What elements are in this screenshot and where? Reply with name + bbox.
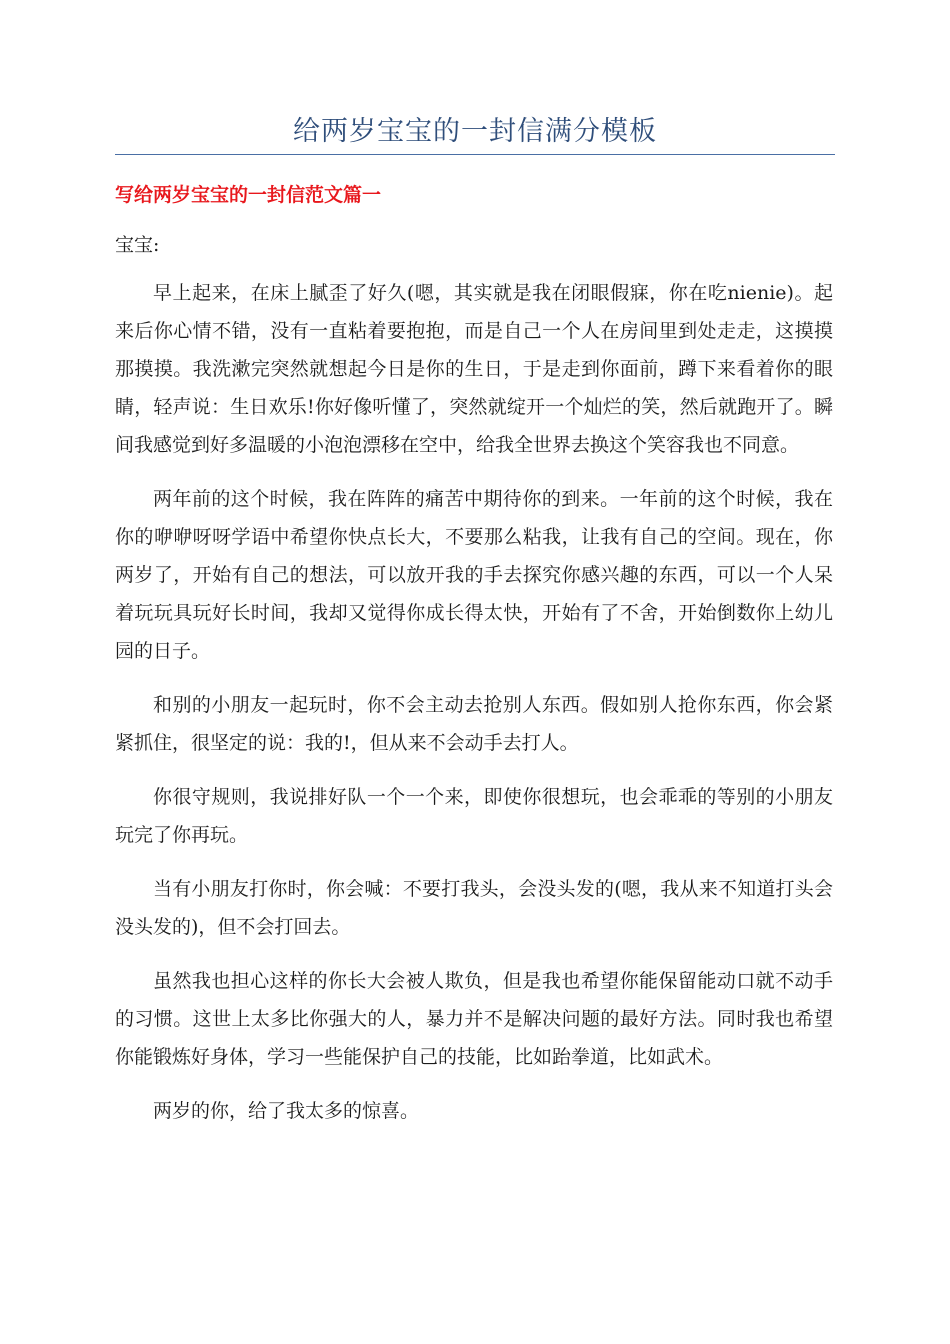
salutation: 宝宝: — [115, 234, 160, 256]
paragraph-2: 两年前的这个时候，我在阵阵的痛苦中期待你的到来。一年前的这个时候，我在你的咿咿呀呀学语中希望你快点长大，不要那么粘我，让我有自己的空间。现在，你两岁了，开始有自己的想法，可以放开我的手去探究你感兴趣的东西，可以一个人呆着玩玩具玩好长时间，我却又觉得你成长得太快，开始有了不舍，开始倒数你上幼儿园的日子。 — [115, 488, 833, 662]
paragraph-7: 两岁的你，给了我太多的惊喜。 — [153, 1100, 420, 1122]
title-underline — [115, 154, 835, 155]
document-title: 给两岁宝宝的一封信满分模板 — [293, 116, 657, 147]
paragraph-4: 你很守规则，我说排好队一个一个来，即使你很想玩，也会乖乖的等别的小朋友玩完了你再玩。 — [115, 786, 833, 846]
paragraph-1: 早上起来，在床上腻歪了好久(嗯，其实就是我在闭眼假寐，你在吃nienie)。起来后你心情不错，没有一直粘着要抱抱，而是自己一个人在房间里到处走走，这摸摸那摸摸。我洗漱完突然就想起今日是你的生日，于是走到你面前，蹲下来看着你的眼睛，轻声说：生日欢乐!你好像听懂了，突然就绽开一个灿烂的笑，然后就跑开了。瞬间我感觉到好多温暖的小泡泡漂移在空中，给我全世界去换这个笑容我也不同意。 — [115, 282, 833, 456]
paragraph-5: 当有小朋友打你时，你会喊：不要打我头，会没头发的(嗯，我从来不知道打头会没头发的)，但不会打回去。 — [115, 878, 833, 938]
paragraph-6: 虽然我也担心这样的你长大会被人欺负，但是我也希望你能保留能动口就不动手的习惯。这世上太多比你强大的人，暴力并不是解决问题的最好方法。同时我也希望你能锻炼好身体，学习一些能保护自己的技能，比如跆拳道，比如武术。 — [115, 970, 833, 1068]
paragraph-3: 和别的小朋友一起玩时，你不会主动去抢别人东西。假如别人抢你东西，你会紧紧抓住，很坚定的说：我的!，但从来不会动手去打人。 — [115, 694, 833, 754]
letter-body — [115, 226, 833, 1146]
section-heading: 写给两岁宝宝的一封信范文篇一 — [115, 184, 382, 206]
